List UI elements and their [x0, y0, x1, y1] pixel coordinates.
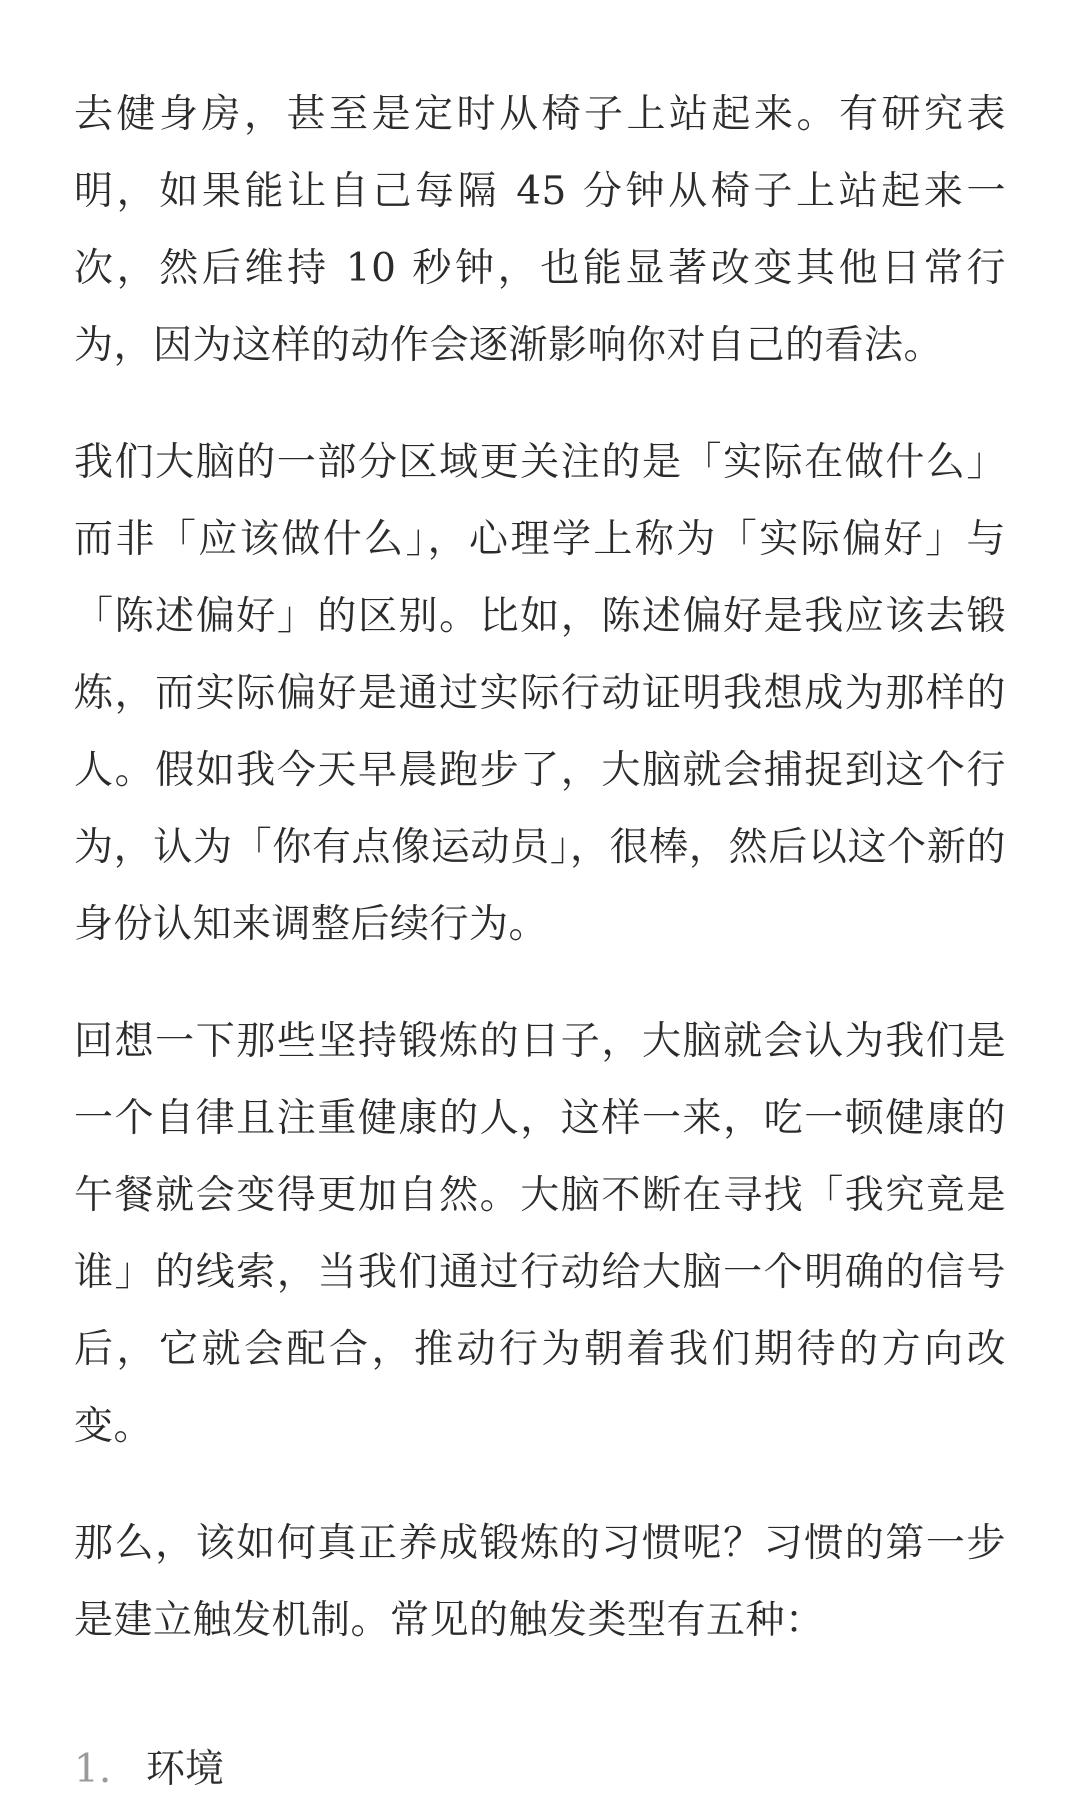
- paragraph-2: 我们大脑的一部分区域更关注的是「实际在做什么」而非「应该做什么」，心理学上称为「实际偏好」与「陈述偏好」的区别。比如，陈述偏好是我应该去锻炼，而实际偏好是通过实际行动证明我想成为那样的人。假如我今天早晨跑步了，大脑就会捕捉到这个行为，认为「你有点像运动员」，很棒，然后以这个新的身份认知来调整后续行为。: [74, 440, 1006, 947]
- list-item: [74, 1731, 1006, 1808]
- list-item-label: 环境: [146, 1747, 225, 1792]
- paragraph-1: 去健身房，甚至是定时从椅子上站起来。有研究表明，如果能让自己每隔 45 分钟从椅子上站起来一次，然后维持 10 秒钟，也能显著改变其他日常行为，因为这样的动作会逐渐影响你对自己的看法。: [74, 92, 1006, 368]
- paragraph-3: 回想一下那些坚持锻炼的日子，大脑就会认为我们是一个自律且注重健康的人，这样一来，吃一顿健康的午餐就会变得更加自然。大脑不断在寻找「我究竟是谁」的线索，当我们通过行动给大脑一个明确的信号后，它就会配合，推动行为朝着我们期待的方向改变。: [74, 1019, 1006, 1449]
- list-item-number: 1.: [74, 1747, 112, 1792]
- paragraph-4: 那么，该如何真正养成锻炼的习惯呢？习惯的第一步是建立触发机制。常见的触发类型有五种：: [74, 1521, 1006, 1643]
- trigger-type-list: [74, 1731, 1006, 1808]
